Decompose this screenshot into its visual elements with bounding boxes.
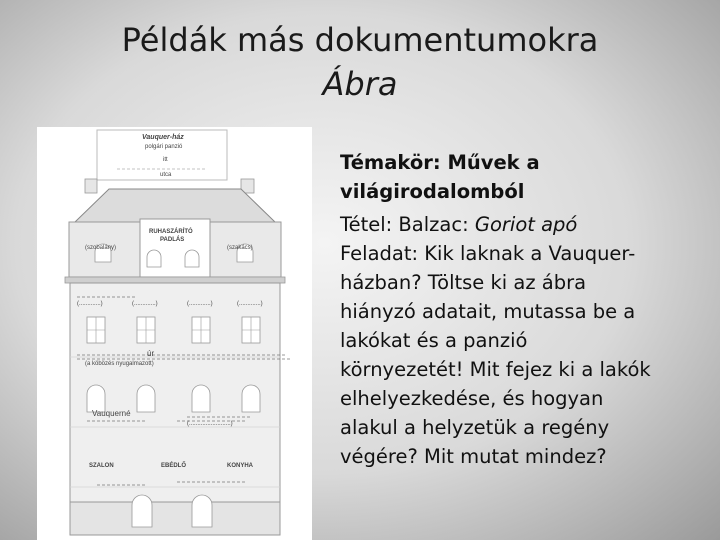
attic-right-label: (szakács) [227,245,253,251]
sign-small: itt [163,157,168,163]
ground-label-konyha: KONYHA [227,463,254,469]
sign-title: Vauquer-ház [142,134,184,141]
row1-label-3: (.............) [187,301,213,307]
row1-label-2: (.............) [132,301,158,307]
title-main: Példák más dokumentumokra [121,21,599,59]
row3-note-right: (.........................) [187,421,233,427]
row2-note-left: (a köbözés nyugalmazott) [85,361,154,367]
title-subtitle: Ábra [322,65,398,103]
item-prefix: Tétel: Balzac: [340,213,475,236]
attic-left-label: (szobalány) [85,245,117,251]
sign-street: utca [160,172,172,178]
attic-label-1: RUHASZÁRÍTÓ [149,229,193,235]
slide-text [340,148,710,471]
suffix-ur: úr [147,349,155,358]
row1-label-1: (.............) [77,301,103,307]
item-line [340,210,710,239]
ground-label-ebedlo: EBÉDLŐ [161,463,187,469]
owner-label: Vauquerné [92,409,131,418]
ground-label-szalon: SZALON [89,463,114,469]
task-text: Feladat: Kik laknak a Vauquer- házban? Töltse ki az ábra hiányzó adatait, mutassa be a lakókat és a panzió környezetét! Mit fejez ki a lakók elhelyezkedése, és hogyan alakul a helyzetük a regény végére? Mit mutat mindez? [340,242,651,468]
item-work: Goriot apó [474,213,578,236]
house-drawing [37,127,312,540]
row1-label-4: (.............) [237,301,263,307]
attic-label-2: PADLÁS [160,237,185,243]
vauquer-house-figure [37,127,312,540]
slide-title [0,18,720,106]
sign-subtitle: polgári panzió [145,144,183,150]
topic-heading: Témakör: Művek a világirodalomból [340,151,540,203]
